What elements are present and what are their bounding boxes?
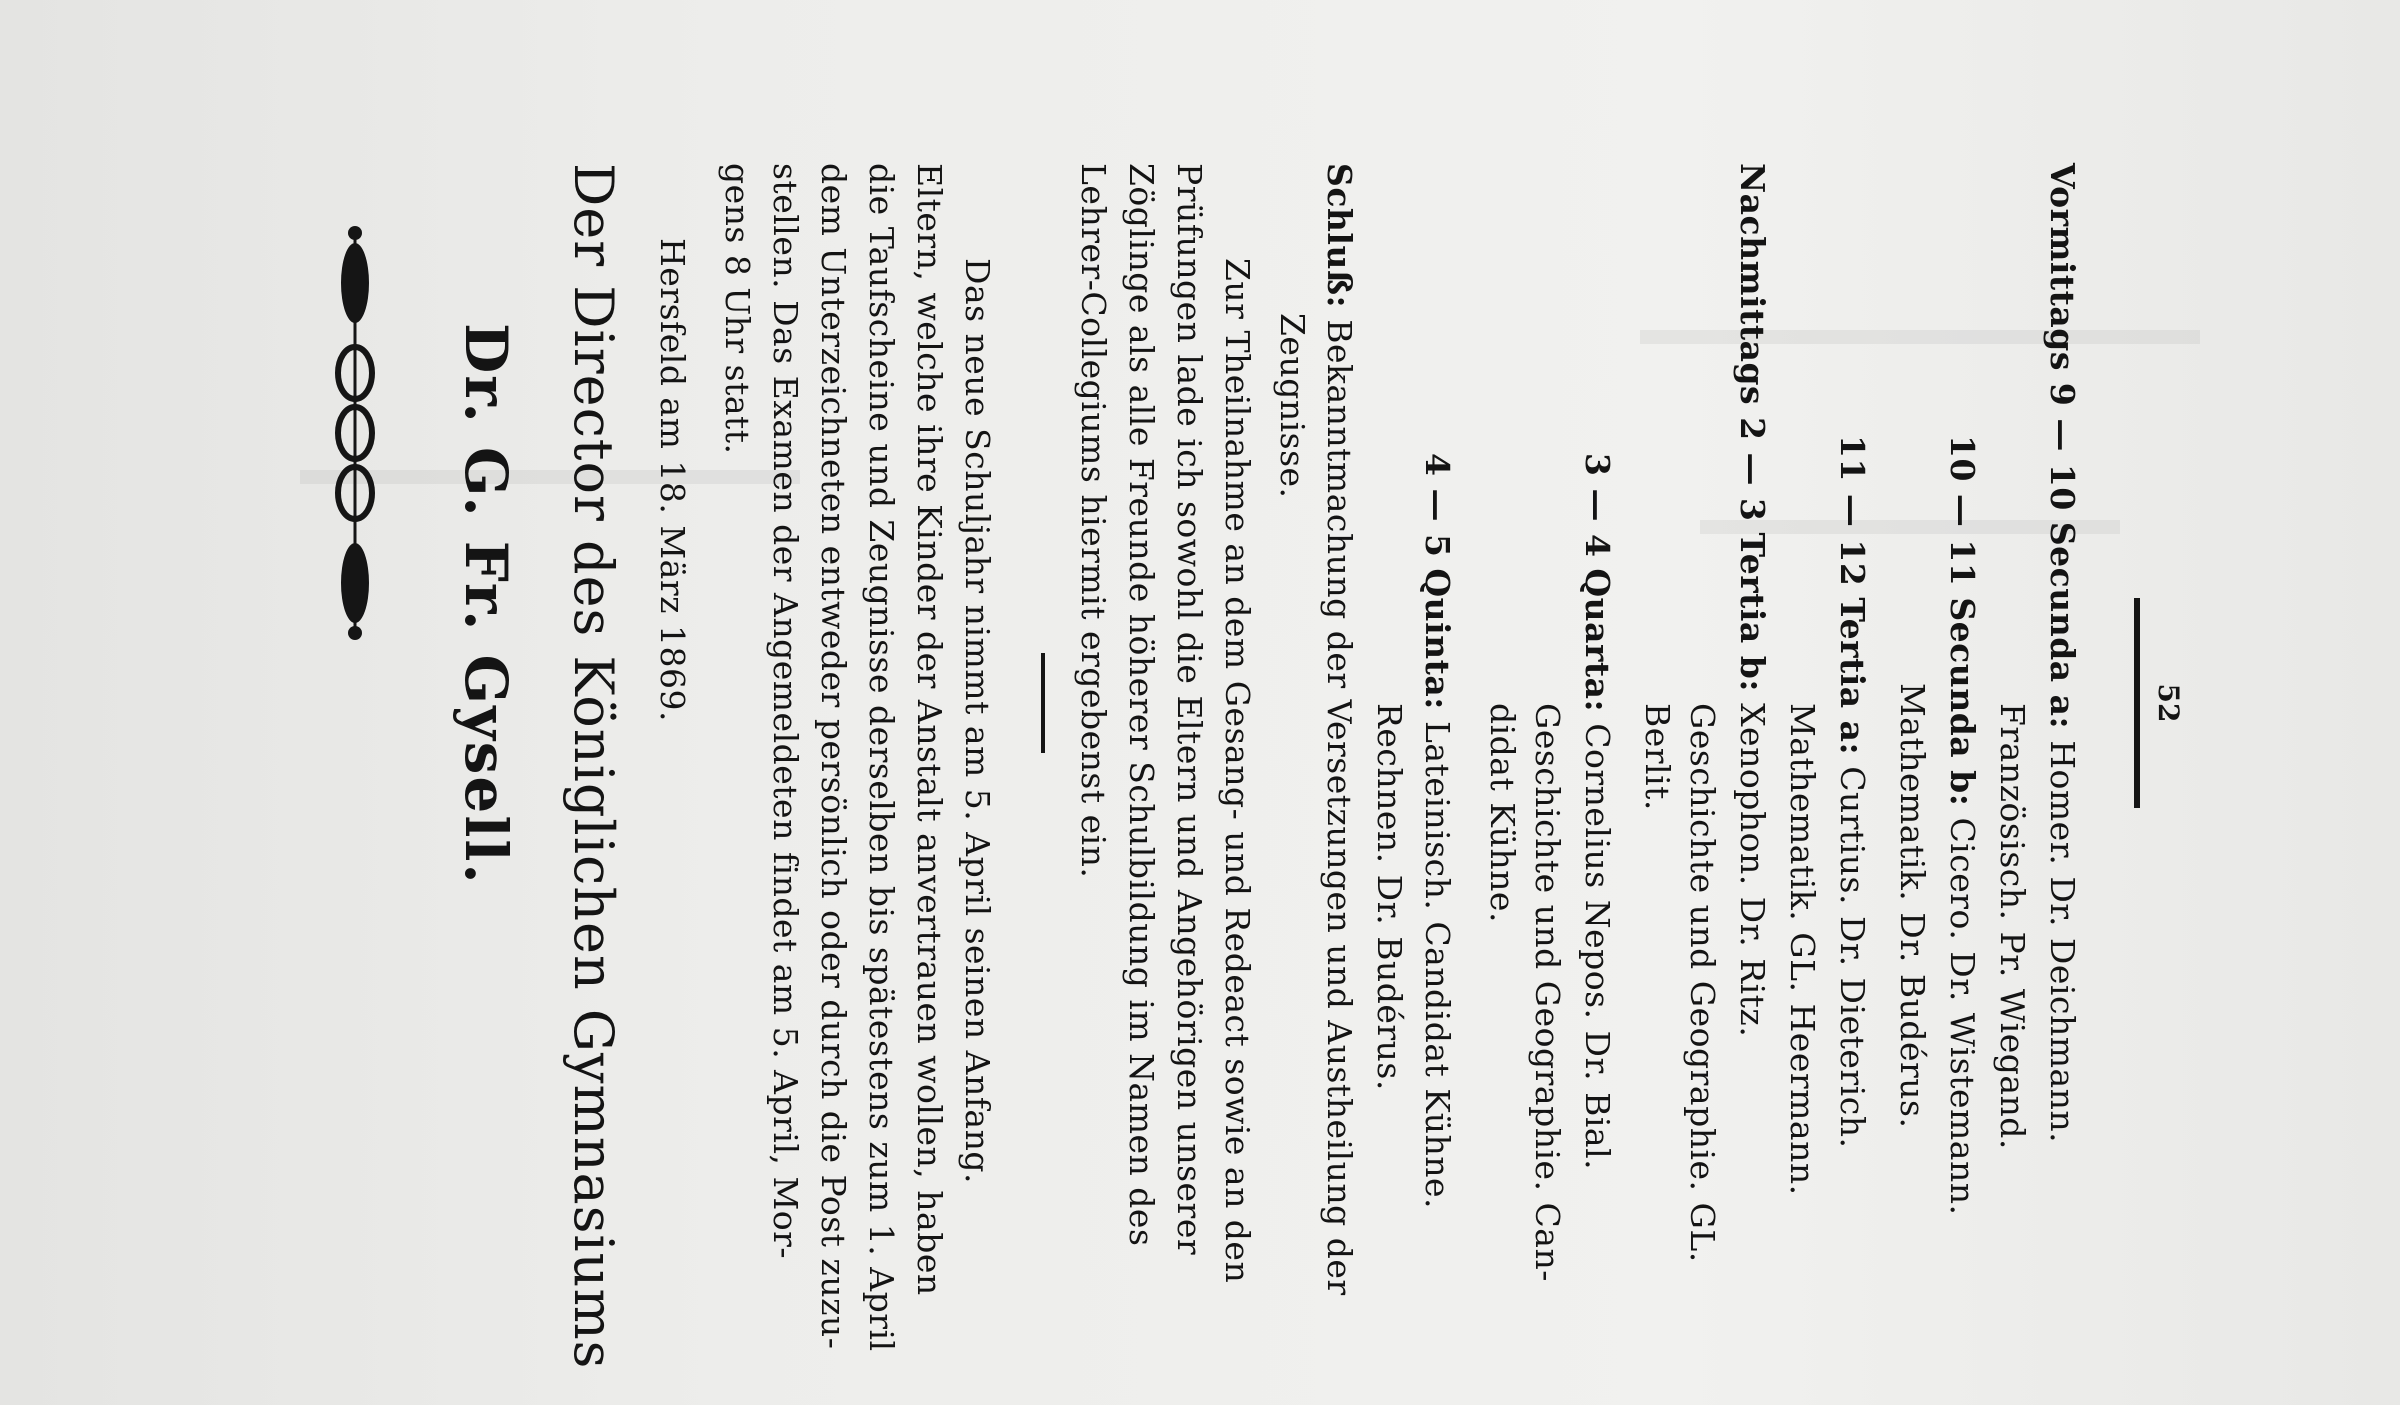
schedule-subject: Zeugnisse. (1273, 313, 1312, 499)
schedule-subject: Berlit. (1638, 703, 1677, 811)
schedule-subject: Rechnen. Dr. Budérus. (1370, 703, 1409, 1091)
schedule-time: Nachmittags 2 — 3 (1733, 163, 1772, 522)
schedule-time: Vormittags 9 — 10 (2043, 163, 2082, 511)
schedule-line-8 (1679, 703, 1725, 1263)
schedule-line-7 (1729, 163, 1775, 1037)
notice-line: stellen. Das Examen der Angemeldeten findet am 5. April, Mor- (766, 163, 805, 1260)
schedule-line-12 (1479, 703, 1525, 923)
schedule-time: 3 — 4 (1578, 453, 1617, 558)
schedule-subject: Curtius. Dr. Dieterich. (1833, 766, 1872, 1149)
schedule-subject: Cornelius Nepos. Dr. Bial. (1578, 723, 1617, 1171)
schedule-line-9 (1634, 703, 1680, 811)
notice-line: Das neue Schuljahr nimmt am 5. April seinen Anfang. (958, 258, 997, 1184)
schedule-subject: Bekanntmachung der Versetzungen und Austheilung der (1320, 319, 1359, 1296)
schedule-line-4 (1889, 683, 1935, 1128)
notice-line: dem Unterzeichneten entweder persönlich oder durch die Post zuzu- (814, 163, 853, 1350)
schedule-class: Quinta: (1418, 568, 1457, 710)
schedule-line-1 (2039, 163, 2085, 1143)
schedule-class: Secunda b: (1943, 597, 1982, 807)
schedule-line-16 (1269, 313, 1315, 499)
invitation-line: Zöglinge als alle Freunde höherer Schulbildung im Namen des (1122, 163, 1161, 1247)
schedule-line-5 (1829, 435, 1875, 1148)
invitation-line: Zur Theilnahme an dem Gesang- und Redeact sowie an den (1218, 258, 1257, 1284)
schedule-subject: Xenophon. Dr. Ritz. (1733, 703, 1772, 1038)
notice-line: die Taufscheine und Zeugnisse derselben bis spätestens zum 1. April (862, 163, 901, 1352)
notice-line: gens 8 Uhr statt. (718, 163, 757, 455)
schedule-line-6 (1779, 703, 1825, 1196)
schedule-line-14 (1366, 703, 1412, 1091)
schedule-subject: Cicero. Dr. Wistemann. (1943, 817, 1982, 1216)
section-divider (1041, 653, 1045, 753)
schedule-line-2 (1989, 703, 2035, 1150)
schedule-subject: Mathematik. GL. Heermann. (1783, 703, 1822, 1196)
date-line: Hersfeld am 18. März 1869. (653, 238, 692, 722)
signature-title: Der Director des Königlichen Gymnasiums (562, 163, 625, 1370)
signature-name: Dr. G. Fr. Gysell. (452, 323, 520, 886)
schedule-class: Secunda a: (2043, 521, 2082, 730)
schedule-time: 10 — 11 (1943, 435, 1982, 587)
schedule-subject: Mathematik. Dr. Budérus. (1893, 683, 1932, 1129)
schedule-subject: Geschichte und Geographie. Can- (1528, 703, 1567, 1282)
ornament-icon (330, 223, 380, 643)
schedule-subject: Geschichte und Geographie. GL. (1683, 703, 1722, 1263)
document-page (120, 63, 2280, 1370)
schedule-time: 4 — 5 (1418, 453, 1457, 558)
schedule-class: Tertia b: (1733, 532, 1772, 693)
schedule-line-10 (1574, 453, 1620, 1170)
notice-line: Eltern, welche ihre Kinder der Anstalt anvertrauen wollen, haben (910, 163, 949, 1296)
schedule-line-3 (1939, 435, 1985, 1215)
schedule-subject: Homer. Dr. Deichmann. (2043, 740, 2082, 1144)
schedule-subject: Lateinisch. Candidat Kühne. (1418, 720, 1457, 1209)
schedule-line-15 (1316, 163, 1362, 1296)
schedule-class: Tertia a: (1833, 597, 1872, 756)
schedule-subject: Französisch. Pr. Wiegand. (1993, 703, 2032, 1150)
invitation-line: Lehrer-Collegiums hiermit ergebenst ein. (1074, 163, 1113, 879)
schedule-subject: didat Kühne. (1483, 703, 1522, 923)
header-rule (2134, 598, 2140, 808)
schedule-time: 11 — 12 (1833, 435, 1872, 587)
schedule-line-13 (1414, 453, 1460, 1209)
page-number: 52 (2152, 683, 2185, 723)
schedule-line-11 (1524, 703, 1570, 1282)
schedule-class: Schluß: (1320, 163, 1359, 309)
schedule-class: Quarta: (1578, 568, 1617, 713)
invitation-line: Prüfungen lade ich sowohl die Eltern und Angehörigen unserer (1170, 163, 1209, 1256)
